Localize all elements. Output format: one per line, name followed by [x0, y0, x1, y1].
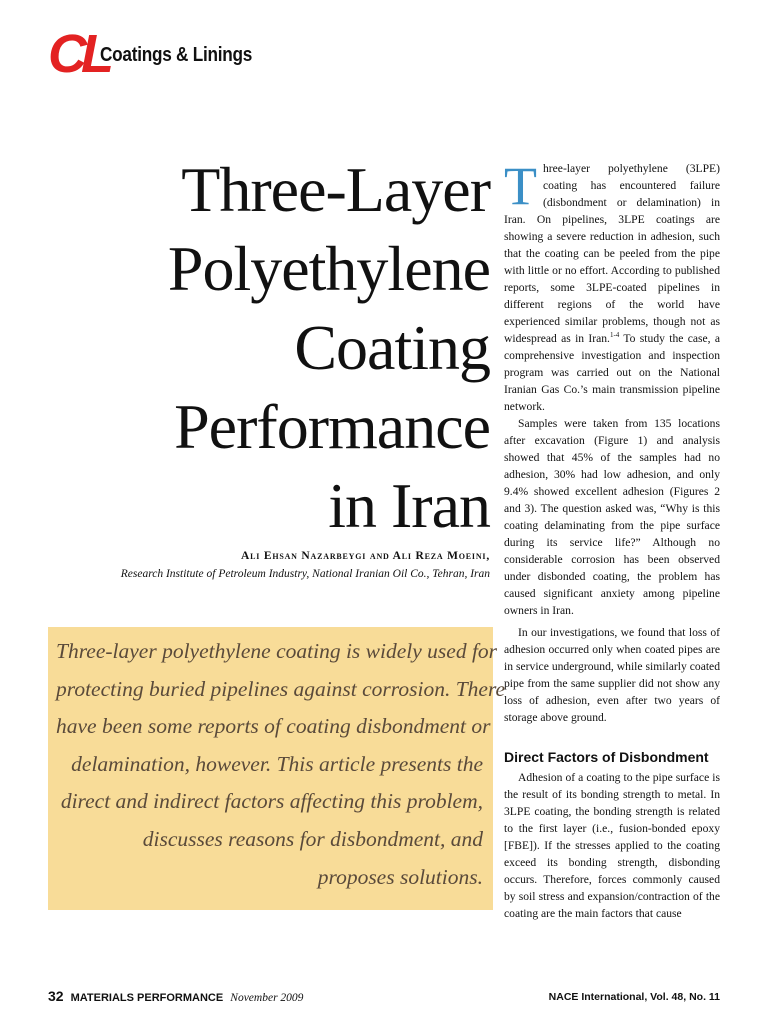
abstract-line: protecting buried pipelines against corrosion. There: [56, 676, 506, 701]
page-number: 32: [48, 988, 64, 1004]
body-column: [504, 156, 720, 922]
body-paragraph: Samples were taken from 135 locations after excavation (Figure 1) and analysis showed that 45% of the samples had no adhesion, 30% had low adhesion, and only 9.4% showed excellent adhesion (Figures 2 and 3). The question asked was, “Why is this coating delaminating from the pipe surface during its service life?” Although no considerable corrosion has been observed under disbonded coating, the problem has caused significant anxiety among pipeline owners in Iran.: [504, 417, 720, 617]
section-name: Coatings & Linings: [100, 44, 253, 66]
page-footer-left: [48, 988, 303, 1004]
title-line: Performance: [174, 391, 490, 462]
abstract-line: direct and indirect factors affecting this problem,: [60, 789, 483, 814]
drop-cap: T: [504, 156, 537, 216]
title-line: Three-Layer: [181, 154, 490, 225]
body-text: hree-layer polyethylene (3LPE) coating has encountered failure (disbondment or delamination) in Iran. On pipelines, 3LPE coatings are showing a severe reduction in adhesion, such that the coating can be peeled from the pipe with little or no effort. According to published reports, some 3LPE-coated pipelines in different regions of the world have experienced similar problems, though not as widespread as in Iran.: [504, 162, 720, 345]
article-title: [70, 150, 490, 545]
title-line: Polyethylene: [167, 233, 490, 304]
section-logo: [48, 24, 268, 84]
abstract-line: proposes solutions.: [317, 864, 483, 889]
body-paragraph: In our investigations, we found that loss of adhesion occurred only when coated pipes are in service underground, while similarly coated pipe from the same supplier did not show any loss of adhesion, even after two years of storage above ground.: [504, 626, 720, 724]
section-heading: Direct Factors of Disbondment: [504, 749, 709, 765]
abstract-line: discusses reasons for disbondment, and: [142, 826, 483, 851]
body-text: To study the case, a comprehensive investigation and inspection program was carried out on the National Iranian Gas Co.’s main transmission pipeline network.: [504, 332, 720, 413]
issue-date: November 2009: [230, 992, 304, 1004]
page-footer-right: NACE International, Vol. 48, No. 11: [548, 991, 720, 1003]
body-paragraph: Adhesion of a coating to the pipe surface is the result of its bonding strength to metal. In 3LPE coating, the bonding strength is related to the first layer (i.e., fusion-bonded epoxy [FBE]). If the stresses applied to the coating exceed its bonding strength, disbonding occurs. Therefore, forces commonly caused by soil stress and expansion/contraction of the coating are the main factors that cause: [504, 771, 720, 920]
cl-logo-mark: CL: [48, 24, 108, 84]
abstract-line: Three-layer polyethylene coating is widely used for: [56, 639, 498, 663]
body-paragraph: [504, 156, 720, 415]
abstract-line: delamination, however. This article presents the: [71, 751, 483, 776]
publication-name: MATERIALS PERFORMANCE: [70, 992, 224, 1004]
abstract-line: have been some reports of coating disbondment or: [56, 714, 491, 739]
author-affiliation: Research Institute of Petroleum Industry, National Iranian Oil Co., Tehran, Iran: [120, 568, 490, 580]
citation: 1-4: [609, 331, 620, 340]
article-authors: Ali Ehsan Nazarbeygi and Ali Reza Moeini,: [241, 550, 490, 562]
abstract-box: [48, 627, 506, 910]
title-line: Coating: [294, 312, 490, 383]
title-line: in Iran: [328, 470, 490, 541]
